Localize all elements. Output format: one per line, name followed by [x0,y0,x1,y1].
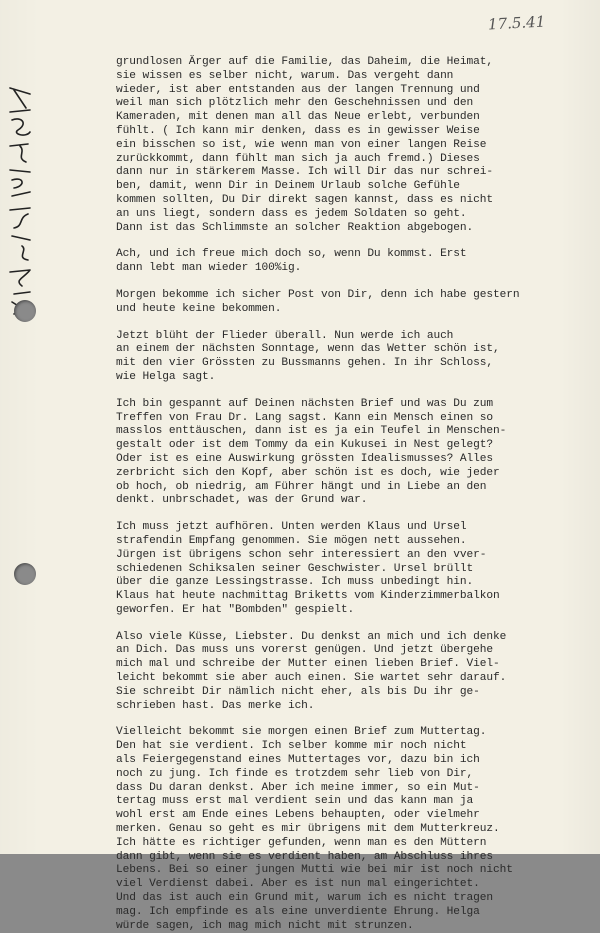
text-line: noch zu jung. Ich finde es trotzdem sehr lieb von Dir, [116,767,474,780]
handwritten-margin-note [0,80,40,320]
text-line: ob hoch, ob niedrig, am Führer hängt und in Liebe an den [116,480,487,493]
letter-paragraph [116,726,586,933]
text-line: Also viele Küsse, Liebster. Du denkst an mich und ich denke [116,630,507,643]
text-line: Dann ist das Schlimmste an solcher Reaktion abgebogen. [116,221,474,234]
text-line: strafendin Empfang genommen. Sie mögen nett aussehen. [116,534,467,547]
text-line: Ach, und ich freue mich doch so, wenn Du kommst. Erst [116,248,467,261]
text-line: Jürgen ist übrigens schon sehr interessiert an den vver- [116,548,487,561]
letter-paragraph [116,521,586,618]
text-line: sie wissen es selber nicht, warum. Das vergeht dann [116,69,454,82]
text-line: und heute keine bekommen. [116,302,282,315]
text-line: Ich hätte es richtiger gefunden, wenn man es den Müttern [116,836,487,849]
text-line: an uns liegt, sondern dass es jedem Soldaten so geht. [116,207,467,220]
text-line: masslos enttäuschen, dann ist es ja ein Teufel in Menschen- [116,425,507,438]
text-line: Oder ist es eine Auswirkung grössten Idealismusses? Alles [116,452,493,465]
text-line: kommen sollten, Du Dir direkt sagen kannst, dass es nicht [116,193,493,206]
text-line: Kameraden, mit denen man all das Neue erlebt, verbunden [116,111,480,124]
text-line: geworfen. Er hat "Bombden" gespielt. [116,603,355,616]
text-line: als Feiergegenstand eines Muttertages vor, dazu bin ich [116,754,480,767]
letter-paragraph [116,56,586,235]
text-line: gestalt oder ist dem Tommy da ein Kukusei in Nest gelegt? [116,439,493,452]
text-line: an Dich. Das muss uns vorerst genügen. Und jetzt übergehe [116,644,493,657]
text-line: mit den vier Grössten zu Bussmanns gehen. In ihr Schloss, [116,357,493,370]
text-line: Ich muss jetzt aufhören. Unten werden Klaus und Ursel [116,521,467,534]
text-line: Morgen bekomme ich sicher Post von Dir, denn ich habe gestern [116,288,520,301]
text-line: Lebens. Bei so einer jungen Mutti wie bei mir ist noch nicht [116,864,513,877]
text-line: Sie schreibt Dir nämlich nicht eher, als bis Du ihr ge- [116,685,480,698]
punch-hole-bottom [14,563,36,585]
text-line: tertag muss erst mal verdient sein und das kann man ja [116,795,474,808]
text-line: ben, damit, wenn Dir in Deinem Urlaub solche Gefühle [116,180,460,193]
text-line: zerbricht sich den Kopf, aber schön ist es doch, wie jeder [116,466,500,479]
text-line: grundlosen Ärger auf die Familie, das Daheim, die Heimat, [116,56,493,68]
letter-paragraph [116,398,586,508]
text-line: Jetzt blüht der Flieder überall. Nun werde ich auch [116,329,454,342]
letter-paragraph [116,330,586,385]
text-line: an einem der nächsten Sonntage, wenn das Wetter schön ist, [116,343,500,356]
letter-paragraph [116,289,586,317]
text-line: denkt. unbrschadet, was der Grund war. [116,494,368,507]
text-line: wohl erst am Ende eines Lebens behaupten, oder vielmehr [116,809,480,822]
text-line: merken. Genau so geht es mir übrigens mit dem Mutterkreuz. [116,823,500,836]
text-line: ein bisschen so ist, wie wenn man von einer langen Reise [116,138,487,151]
handwritten-signature [0,80,40,320]
text-line: Treffen von Frau Dr. Lang sagst. Kann ein Mensch einen so [116,411,493,424]
text-line: wie Helga sagt. [116,370,216,383]
letter-paragraph [116,248,586,276]
text-line: dass Du daran denkst. Aber ich meine immer, so ein Mut- [116,781,480,794]
text-line: Klaus hat heute nachmittag Briketts vom Kinderzimmerbalkon [116,590,500,603]
text-line: Und das ist auch ein Grund mit, warum ich es nicht tragen [116,892,493,905]
text-line: leicht bekommt sie aber auch einen. Sie wartet sehr darauf. [116,672,507,685]
text-line: Vielleicht bekommt sie morgen einen Brief zum Muttertag. [116,726,487,739]
text-line: schrieben hast. Das merke ich. [116,699,315,712]
text-line: dann lebt man wieder 100%ig. [116,262,302,275]
handwritten-date: 17.5.41 [487,12,546,34]
letter-body [116,56,586,933]
text-line: mich mal und schreibe der Mutter einen lieben Brief. Viel- [116,658,500,671]
text-line: Den hat sie verdient. Ich selber komme mir noch nicht [116,740,467,753]
text-line: weil man sich plötzlich mehr den Geschehnissen und den [116,97,474,110]
text-line: zurückkommt, dann fühlt man sich ja auch fremd.) Dieses [116,152,480,165]
text-line: fühlt. ( Ich kann mir denken, dass es in gewisser Weise [116,124,480,137]
text-line: schiedenen Schiksalen seiner Geschwister. Ursel brüllt [116,562,474,575]
text-line: würde sagen, ich mag mich nicht mit strunzen. [116,919,414,932]
text-line: dann gibt, wenn sie es verdient haben, am Abschluss ihres [116,850,493,863]
text-line: über die ganze Lessingstrasse. Ich muss unbedingt hin. [116,576,474,589]
text-line: wieder, ist aber entstanden aus der langen Trennung und [116,83,480,96]
letter-paragraph [116,631,586,714]
text-line: Ich bin gespannt auf Deinen nächsten Brief und was Du zum [116,397,493,410]
text-line: dann nur in stärkerem Masse. Ich will Dir das nur schrei- [116,166,493,179]
text-line: viel Verdienst dabei. Aber es ist nun mal eingerichtet. [116,878,480,891]
punch-hole-top [14,300,36,322]
text-line: mag. Ich empfinde es als eine unverdiente Ehrung. Helga [116,905,480,918]
